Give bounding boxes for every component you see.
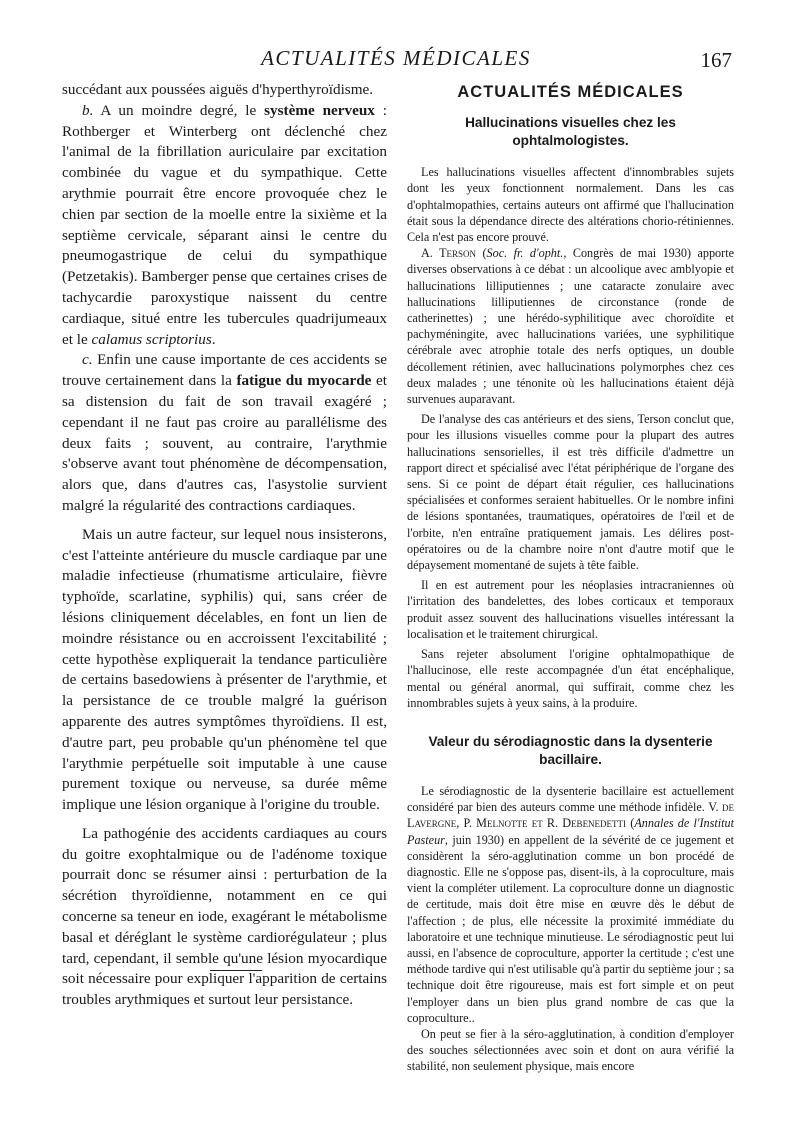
paragraph-text: apporte diverses observations à ce débat : un alcoolique avec amblyopie et hallucinations lilliputiennes ; une cataracte zonulaire avec hallucinations lilliputiennes de circonstance (ronde de catherinettes) ; une hérédo-syphilitique avec choroïdite et pachyméningite, avec hallucinations variées, une syphilitique cérébrale avec atrophie totale des nerfs optiques, un double décollement rétinien, avec hallucinations polymorphes chez ces deux malades ; une ténonite où les hallucinations étaient déjà survenues auparavant. (407, 246, 734, 407)
section-heading: ACTUALITÉS MÉDICALES (457, 83, 684, 101)
paragraph-text: Il en est autrement pour les néoplasies intracraniennes où l'irritation des bandelettes, des lobes corticaux et temporaux produit assez souvent des hallucinations visuelles intéressant la localisation et le traitement chirurgical. (407, 578, 734, 641)
paragraph-text: , juin 1930) (444, 832, 505, 847)
paragraph-text: La pathogénie des accidents cardiaques au cours du goitre exophtalmique ou de l'adénome toxique pourrait donc se résumer ainsi : perturbation de la sécrétion thyroïdienne, notamment en ce qui concerne sa teneur en iode, exagérant le métabolisme basal et déréglant le système cardiorégulateur ; plus tard, cependant, il semble qu'une lésion myocardique soit nécessaire pour expliquer l'apparition de certains troubles arythmiques et surtout leur persistance. (62, 824, 387, 1009)
article-paragraph (407, 577, 734, 642)
paragraph-text: On peut se fier à la séro-agglutination, à condition d'employer des souches sélectionnées avec soin et dont on aura vérifié la stabilité, non seulement physique, mais encore (407, 1026, 734, 1074)
paragraph-text: Les hallucinations visuelles affectent d'innombrables sujets dont les yeux fonctionnent normalement. Dans les cas d'ophtalmopathies, certains auteurs ont affirmé que l'hallucination était sous la dépendance directe des altérations chorio-rétiniennes. Cela n'est pas encore prouvé. (407, 165, 734, 245)
article-paragraph (407, 245, 734, 407)
paragraph-text: ( (626, 816, 635, 831)
left-column (62, 80, 387, 1011)
author-names: V. de Lavergne, P. Melnotte et R. Debenedetti (407, 800, 735, 831)
paragraph-text: Mais un autre facteur, sur lequel nous insisterons, c'est l'atteinte antérieure du muscle cardiaque par une maladie infectieuse (rhumatisme articulaire, fièvre typhoïde, scarlatine, syphilis) qui, sans créer de lésions cliniquement décelables, en font un lien de moindre résistance ou en accroissent l'excitabilité ; cette hypothèse expliquerait la tendance particulière de certains basedowiens à présenter de l'arythmie, et la persistance de ce trouble malgré la guérison apparente des autres symptômes thyroïdiens. Il est, d'autre part, peu probable qu'un phénomène tel que l'arythmie perpétuelle soit imputable à une cause purement toxique ou nerveuse, sa durée même implique une lésion organique à l'origine du trouble. (62, 525, 387, 814)
column-end-rule (210, 970, 262, 971)
paragraph-text: , Congrès de mai 1930) (563, 246, 691, 261)
paragraph-text: : Rothberger et Winterberg ont déclenché chez l'animal de la fibrillation auriculaire par excitation combinée du vague et du sympathique. Cette arythmie pourrait être encore provoquée chez le chien par section de la moelle entre la sixième et la septième cervicale, séparant ainsi le centre du pneumogastrique de celui du sympathique (Petzetakis). Bamberger pense que certaines crises de tachycardie paroxystique naissent du centre cardiaque, situé entre les tubercules quadrijumeaux et le (62, 101, 387, 348)
paragraph-text: A un moindre degré, le (93, 101, 265, 119)
citation-source: Soc. fr. d'opht. (486, 246, 564, 261)
paragraph-text: succédant aux poussées aiguës d'hyperthyroïdisme. (62, 81, 374, 98)
paragraph-text: ( (476, 246, 487, 261)
running-title: ACTUALITÉS MÉDICALES (261, 46, 531, 70)
article-paragraph (407, 164, 734, 245)
paragraph-text: Sans rejeter absolument l'origine ophtalmopathique de l'hallucinose, elle reste accompagnée d'un état encéphalique, mental ou général anormal, qui suffirait, comme chez les innombrables sujets à yeux sains, à la produire. (407, 647, 734, 710)
paragraph-text: et sa distension du fait de son travail exagéré ; cependant il ne faut pas croire au parallélisme des deux faits ; souvent, au contraire, l'arythmie s'observe avant tout phénomène de décompensation, alors que, dans d'autres cas, l'asystolie survient malgré la régularité des contractions cardiaques. (62, 372, 387, 514)
paragraph-text: . (211, 330, 216, 348)
left-paragraph-5 (62, 824, 387, 1011)
right-column (407, 80, 734, 1075)
enumeration-label: b. (82, 101, 94, 119)
left-paragraph-3 (62, 350, 387, 516)
citation-source: Annales de l'Institut Pasteur (407, 816, 735, 847)
emphasis-bold: fatigue du myocarde (236, 372, 372, 390)
article-title: Hallucinations visuelles chez les ophtalmologistes. (465, 115, 676, 149)
article-paragraph (407, 646, 734, 711)
article-paragraph (407, 411, 734, 573)
paragraph-text: De l'analyse des cas antérieurs et des siens, Terson conclut que, pour les illusions visuelles comme pour la plupart des autres hallucinations sensorielles, il est très difficile d'admettre un rapport direct et spécialisé avec l'état périphérique de l'organe des sens. Si ce point de départ était régulier, ces hallucinations spécialisées et conformes seraient habituelles. Or le nombre infini de lésions spontanées, traumatiques, opératoires de l'œil et de l'orbite, n'en entraîne pratiquement jamais. Les délires post-opératoires ou de la chambre noire n'ont d'autre motif que le dépaysement momentané de sujets à tête faible. (407, 412, 734, 573)
left-paragraph-1 (62, 80, 387, 101)
enumeration-label: c. (82, 351, 93, 369)
left-paragraph-4 (62, 525, 387, 816)
paragraph-text: Enfin une cause importante de ces accidents se trouve certainement dans la (62, 351, 387, 390)
emphasis-italic: calamus scriptorius (91, 330, 212, 348)
article-paragraph (407, 783, 734, 1026)
left-paragraph-2 (62, 101, 387, 351)
article-title: Valeur du sérodiagnostic dans la dysenterie bacillaire. (428, 733, 713, 767)
article-paragraph (407, 1026, 734, 1075)
emphasis-bold: système nerveux (264, 101, 375, 119)
paragraph-text: Le sérodiagnostic de la dysenterie bacillaire est actuellement considéré par bien des auteurs comme une méthode infidèle. (407, 783, 734, 815)
page-header (60, 46, 732, 74)
page-number: 167 (700, 48, 732, 72)
author-name: A. Terson (421, 246, 477, 261)
paragraph-text: en appellent de la sévérité de ce jugement et considèrent la séro-agglutination comme un bon procédé de diagnostic. Elle ne s'oppose pas, disent-ils, à la coproculture, mais vient la compléter utilement. La coproculture donne un diagnostic de certitude, mais doit être mise en œuvre dès le début de l'affection ; de plus, elle nécessite la proximité immédiate du laboratoire et une technique minutieuse. Le sérodiagnostic peut lui aussi, en l'absence de coproculture, apporter la certitude ; c'est une méthode tardive qui n'est utilisable qu'à partir du septième jour ; sa technique doit être rigoureuse, mais est fort simple et on peut l'employer dans un bien plus grand nombre de cas que la coproculture.. (407, 832, 734, 1025)
